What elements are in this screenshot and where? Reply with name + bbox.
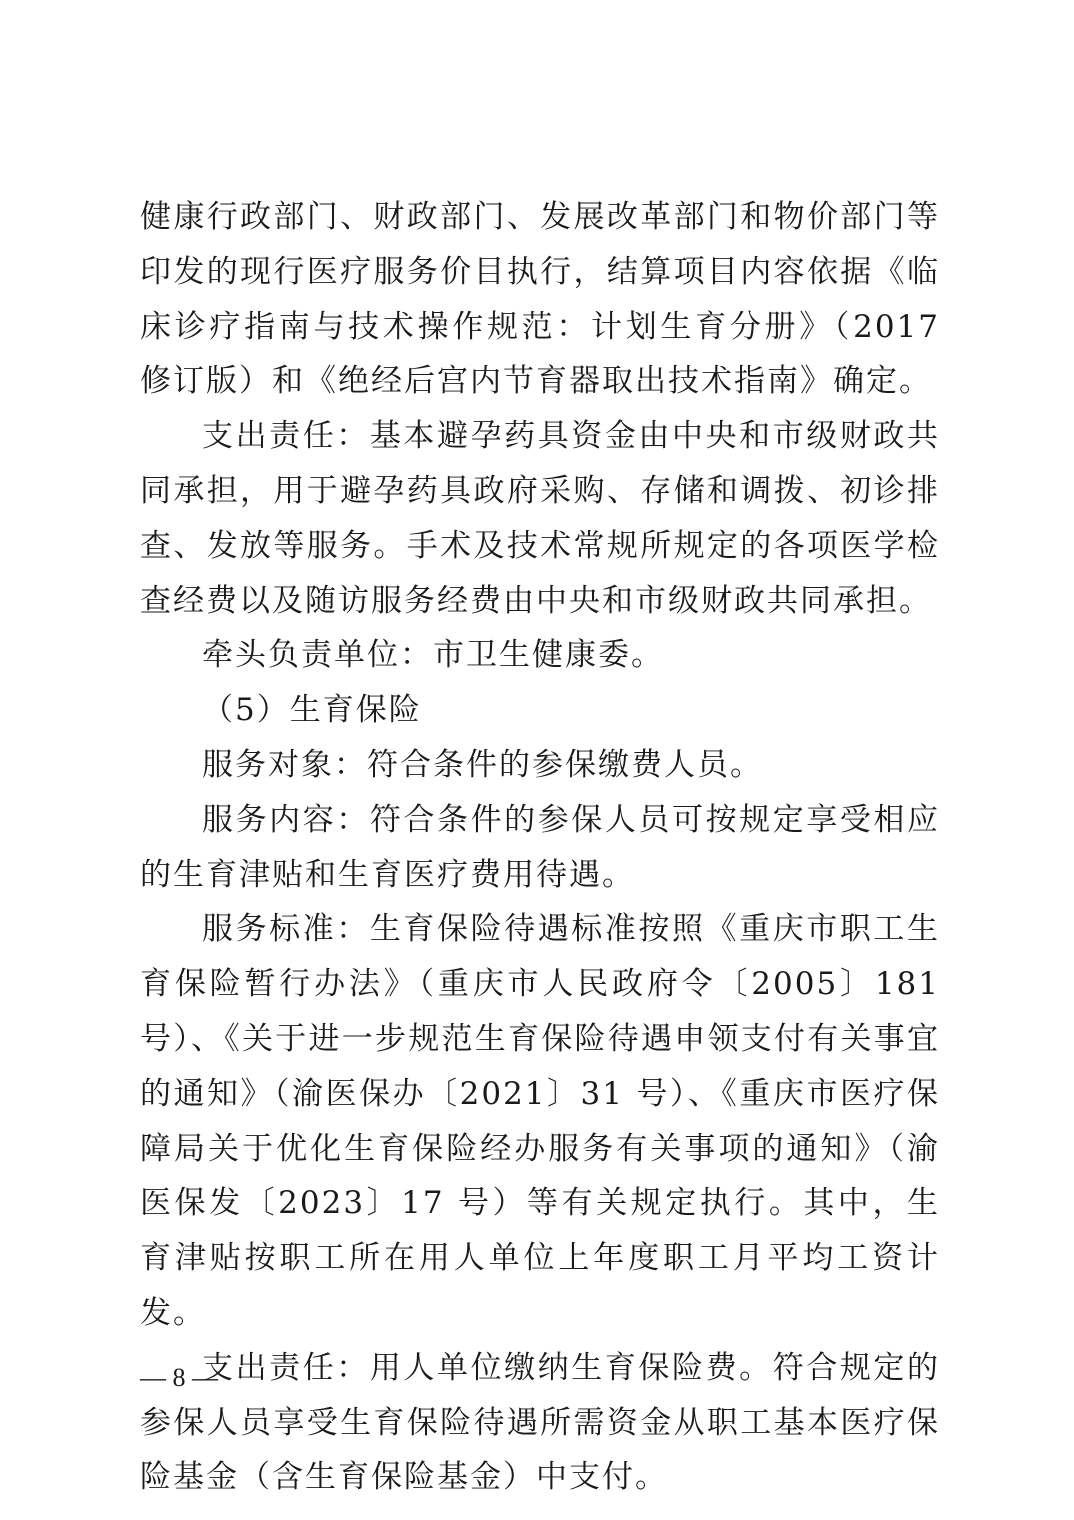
page-number: — 8 — [140,1363,218,1392]
paragraph-lead-unit: 牵头负责单位：市卫生健康委。 [202,637,664,674]
paragraph-continuation: 健康行政部门、财政部门、发展改革部门和物价部门等印发的现行医疗服务价目执行，结算项目内容依据《临床诊疗指南与技术操作规范：计划生育分册》（2017 修订版）和《绝经后宫内节育器取出技术指南》确定。 [140,199,940,400]
paragraph-service-target: 服务对象：符合条件的参保缴费人员。 [202,746,763,783]
paragraph-service-standard: 服务标准：生育保险待遇标准按照《重庆市职工生育保险暂行办法》（重庆市人民政府令〔2005〕181 号）、《关于进一步规范生育保险待遇申领支付有关事宜的通知》（渝医保办〔2021〕31 号）、《重庆市医疗保障局关于优化生育保险经办服务有关事项的通知》（渝医保发〔2023〕17 号）等有关规定执行。其中，生育津贴按职工所在用人单位上年度职工月平均工资计发。 [140,911,940,1331]
section-heading: （5）生育保险 [202,692,422,729]
paragraph-service-content: 服务内容：符合条件的参保人员可按规定享受相应的生育津贴和生育医疗费用待遇。 [140,801,940,893]
paragraph-expense-responsibility-2: 支出责任：用人单位缴纳生育保险费。符合规定的参保人员享受生育保险待遇所需资金从职工基本医疗保险基金（含生育保险基金）中支付。 [140,1349,940,1496]
paragraph-expense-responsibility: 支出责任：基本避孕药具资金由中央和市级财政共同承担，用于避孕药具政府采购、存储和调拨、初诊排查、发放等服务。手术及技术常规所规定的各项医学检查经费以及随访服务经费由中央和市级财政共同承担。 [140,418,940,619]
body-text [140,190,940,1505]
